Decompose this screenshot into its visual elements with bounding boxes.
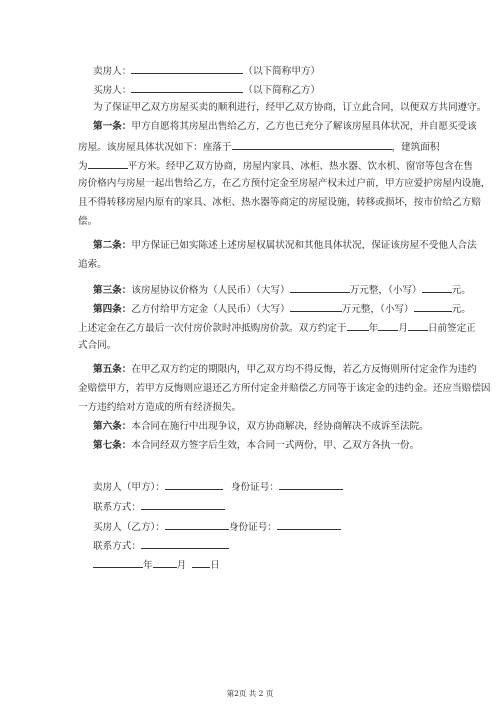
seller-signature-line: [93, 480, 343, 494]
sign-day-label: 日: [210, 560, 220, 571]
sign-month-blank: [153, 558, 177, 568]
day-blank: [408, 321, 428, 331]
article6-line: [93, 421, 429, 433]
buyer-name-blank: [131, 83, 243, 93]
price-upper-blank: [290, 283, 350, 293]
seller-contact-line: [93, 500, 225, 514]
seller-id-blank: [279, 480, 343, 490]
buyer-id-blank: [277, 520, 341, 530]
sign-year-blank: [93, 558, 143, 568]
deposit-upper-blank: [290, 302, 342, 312]
buyer-contact-blank: [141, 539, 229, 549]
price-lower-blank: [422, 283, 452, 293]
seller-name-blank: [131, 64, 243, 74]
article3-line: [93, 283, 471, 297]
sign-day-blank: [192, 558, 210, 568]
article1-line6: 偿。: [78, 216, 98, 227]
seller-label: 卖房人：: [93, 66, 132, 77]
article4-text-2a: 上述定金在乙方最后一次付房价款时冲抵购房价款。双方约定于: [78, 323, 347, 334]
seller-note: （以下简称甲方）: [243, 66, 321, 77]
date-line: [93, 558, 220, 572]
article4-line3: 式合同。: [78, 340, 117, 351]
area-blank: [88, 159, 128, 169]
buyer-signature-line: [93, 520, 341, 534]
article1-text1: 甲方自愿将其房屋出售给乙方，乙方也已充分了解该房屋具体状况，并自愿买受该: [131, 121, 477, 132]
article4-title: 第四条：: [93, 304, 132, 315]
article4-line2: [78, 321, 476, 335]
article4-text-c: 元。: [451, 304, 471, 315]
article6-text: 本合同在施行中出现争议，双方协商解决，经协商解决不成诉至法院。: [131, 421, 429, 432]
article1-text2a: 房屋。该房屋具体状况如下：座落于: [78, 142, 232, 153]
article6-title: 第六条：: [93, 421, 132, 432]
article2-text1: 甲方保证已如实陈述上述房屋权属状况和其他具体状况，保证该房屋不受他人合法: [131, 240, 477, 251]
article1-line4: 房价格内与房屋一起出售给乙方，在乙方预付定金至房屋产权未过户前，甲方应爱护房屋内设施，: [78, 178, 491, 189]
sign-year-label: 年: [143, 560, 153, 571]
article1-line5: 且不得转移房屋内原有的家具、冰柜、热水器等商定的房屋设施，转移或损坏，按市价给乙方赔: [78, 197, 481, 208]
buyer-label: 买房人：: [93, 85, 132, 96]
article7-line: [93, 440, 419, 452]
year-blank: [347, 321, 369, 331]
article3-text-a: 该房屋协议价格为（人民币）（大写）: [131, 285, 290, 296]
article1-text3a: 为: [78, 161, 88, 172]
article1-text3b: 平方米。经甲乙双方协商，房屋内家具、冰柜、热水器、饮水机、窗帘等包含在售: [127, 161, 473, 172]
buyer-contact-label: 联系方式：: [93, 541, 141, 552]
article1-text2b: ，建筑面积: [391, 142, 440, 153]
article2-line2: 追索。: [78, 259, 107, 270]
seller-id-label: 身份证号：: [230, 482, 279, 493]
buyer-signature-label: 买房人（乙方）：: [93, 522, 165, 533]
page-footer: 第2页 共 2 页: [226, 689, 274, 698]
article4-text-a: 乙方付给甲方定金（人民币）（大写）: [131, 304, 290, 315]
seller-contact-label: 联系方式：: [93, 502, 141, 513]
buyer-signature-blank: [165, 520, 229, 530]
article4-line1: [93, 302, 471, 316]
location-blank: [232, 140, 392, 150]
article4-text-b: 万元整，（小写）: [341, 304, 414, 315]
article1-line1: [93, 121, 477, 133]
article5-line3: 一方违约给对方造成的所有经济损失。: [78, 402, 242, 413]
article7-text: 本合同经双方签字后生效，本合同一式两份，甲、乙双方各执一份。: [131, 440, 420, 451]
article5-title: 第五条：: [93, 364, 132, 375]
article5-line2: 金赔偿甲方，若甲方反悔则应退还乙方所付定金并赔偿乙方同等于该定金的违约金。还应当赔偿因: [78, 383, 491, 394]
article3-text-c: 元。: [451, 285, 471, 296]
buyer-id-label: 身份证号：: [228, 522, 277, 533]
buyer-contact-line: [93, 539, 229, 553]
article2-title: 第二条：: [93, 240, 132, 251]
buyer-line: [93, 83, 320, 97]
month-blank: [378, 321, 398, 331]
article1-line2: [78, 140, 439, 154]
article1-title: 第一条：: [93, 121, 132, 132]
article2-line1: [93, 240, 477, 252]
article3-title: 第三条：: [93, 285, 132, 296]
article4-text-2b: 日前签定正: [427, 323, 476, 334]
intro-paragraph: 为了保证甲乙双方房屋买卖的顺利进行，经甲乙双方协商，订立此合同，以便双方共同遵守。: [93, 102, 487, 113]
article5-line1: [93, 364, 477, 376]
buyer-note: （以下简称乙方）: [243, 85, 321, 96]
article5-text1: 在甲乙双方约定的期限内，甲乙双方均不得反悔，若乙方反悔则所付定金作为违约: [131, 364, 477, 375]
article3-text-b: 万元整，（小写）: [349, 285, 422, 296]
article4-month: 月: [398, 323, 408, 334]
seller-signature-label: 卖房人（甲方）：: [93, 482, 165, 493]
seller-line: [93, 64, 320, 78]
seller-signature-blank: [165, 480, 223, 490]
sign-month-label: 月: [176, 560, 187, 571]
deposit-lower-blank: [414, 302, 452, 312]
seller-contact-blank: [141, 500, 225, 510]
article4-year: 年: [368, 323, 379, 334]
article1-line3: [78, 159, 473, 173]
article7-title: 第七条：: [93, 440, 132, 451]
